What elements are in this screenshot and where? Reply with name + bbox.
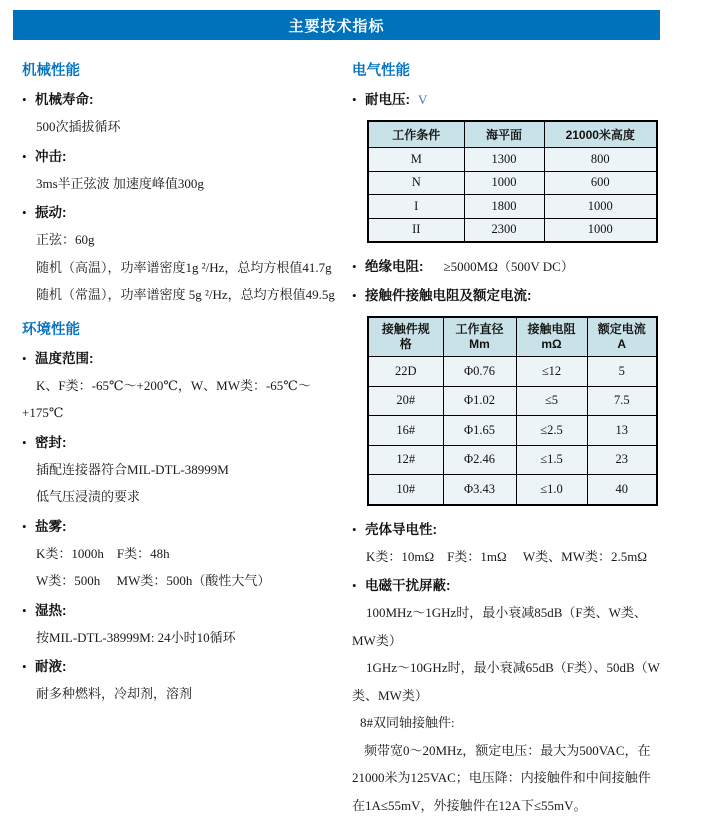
col-header: 工作条件 [368, 121, 464, 148]
insulation-value: ≥5000MΩ（500V DC） [444, 253, 574, 280]
table-row [368, 445, 657, 475]
item-text: 按MIL-DTL-38999M: 24小时10循环 [22, 624, 342, 652]
cell: ≤1.0 [516, 475, 587, 505]
cell: 1000 [544, 195, 657, 219]
bullet-dot: • [22, 345, 35, 372]
cell: ≤12 [516, 357, 587, 387]
cell: ≤2.5 [516, 416, 587, 446]
item-text: 500次插拔循环 [22, 113, 342, 141]
cell: 1000 [464, 171, 544, 195]
bullet-dot: • [352, 516, 365, 543]
cell: 5 [587, 357, 657, 387]
table-header-row [368, 317, 657, 357]
bullet-item-withstand-voltage [352, 86, 660, 113]
col-header-line: 接触电阻 [519, 322, 585, 337]
cell: Φ1.02 [443, 386, 516, 416]
table-row [368, 416, 657, 446]
table-row [368, 475, 657, 505]
table-row [368, 386, 657, 416]
col-header-line: Mm [446, 337, 514, 352]
item-label: 电磁干扰屏蔽: [365, 572, 451, 599]
cell: ≤5 [516, 386, 587, 416]
title-bar [13, 10, 660, 40]
cell: 1300 [464, 148, 544, 172]
bullet-dot: • [22, 513, 35, 540]
cell: 800 [544, 148, 657, 172]
item-label: 湿热: [35, 597, 67, 624]
cell: N [368, 171, 464, 195]
item-text: W类：500h MW类：500h（酸性大气） [22, 567, 342, 595]
bullet-item-sealing [22, 429, 342, 456]
cell: 23 [587, 445, 657, 475]
col-header: 海平面 [464, 121, 544, 148]
bullet-dot: • [352, 86, 365, 113]
bullet-dot: • [22, 597, 35, 624]
item-label: 壳体导电性: [365, 516, 437, 543]
bullet-item-temp-range [22, 345, 342, 372]
page-title: 主要技术指标 [288, 15, 384, 36]
col-header-line: 接触件规 [371, 322, 441, 337]
bullet-dot: • [22, 143, 35, 170]
coax-label: 8#双同轴接触件: [352, 709, 660, 737]
item-text: 100MHz～1GHz时，最小衰减85dB（F类、W类、MW类） [352, 599, 660, 654]
section-heading-environmental: 环境性能 [22, 319, 342, 341]
item-text: 低气压浸渍的要求 [22, 483, 342, 511]
item-label: 耐液: [35, 653, 67, 680]
bullet-dot: • [22, 199, 35, 226]
left-column [22, 58, 342, 708]
bullet-dot: • [22, 86, 35, 113]
item-label: 振动: [35, 199, 67, 226]
table-row [368, 195, 657, 219]
item-label: 冲击: [35, 143, 67, 170]
bullet-dot: • [22, 653, 35, 680]
item-text: 正弦：60g [22, 226, 342, 254]
col-header [516, 317, 587, 357]
bullet-dot: • [352, 282, 365, 309]
col-header: 21000米高度 [544, 121, 657, 148]
cell: 13 [587, 416, 657, 446]
withstand-voltage-table [367, 120, 658, 243]
cell: 20# [368, 386, 443, 416]
cell: 10# [368, 475, 443, 505]
bullet-item-fluid-resistance [22, 653, 342, 680]
bullet-item-vibration [22, 199, 342, 226]
col-header-line: A [590, 337, 655, 352]
cell: II [368, 218, 464, 242]
col-header [368, 317, 443, 357]
bullet-dot: • [22, 429, 35, 456]
cell: Φ0.76 [443, 357, 516, 387]
cell: M [368, 148, 464, 172]
section-heading-mechanical: 机械性能 [22, 60, 342, 82]
cell: 2300 [464, 218, 544, 242]
table-header-row [368, 121, 657, 148]
cell: 40 [587, 475, 657, 505]
coax-paragraph: 频带宽0～20MHz，额定电压：最大为500VAC，在21000米为125VAC；电压降：内接触件和中间接触件在1A≤55mV，外接触件在12A下≤55mV。 [352, 737, 660, 819]
cell: 12# [368, 445, 443, 475]
col-header-line: 格 [371, 337, 441, 352]
cell: I [368, 195, 464, 219]
section-heading-electrical: 电气性能 [352, 60, 660, 82]
col-header [443, 317, 516, 357]
item-text: 插配连接器符合MIL-DTL-38999M [22, 456, 342, 484]
col-header-line: 额定电流 [590, 322, 655, 337]
item-label: 密封: [35, 429, 67, 456]
bullet-item-mech-life [22, 86, 342, 113]
item-text: K类：1000h F类：48h [22, 540, 342, 568]
item-label: 耐电压: [365, 86, 410, 113]
item-text: K类：10mΩ F类：1mΩ W类、MW类：2.5mΩ [352, 543, 660, 571]
voltage-unit: V [418, 86, 427, 113]
table-row [368, 357, 657, 387]
item-label: 盐雾: [35, 513, 67, 540]
bullet-item-emi-shielding [352, 572, 660, 599]
table-row [368, 148, 657, 172]
item-label: 温度范围: [35, 345, 94, 372]
table-row [368, 171, 657, 195]
bullet-item-insulation-resistance [352, 253, 660, 280]
cell: 1800 [464, 195, 544, 219]
item-label: 机械寿命: [35, 86, 94, 113]
contact-resistance-table [367, 316, 658, 506]
bullet-dot: • [352, 572, 365, 599]
cell: 22D [368, 357, 443, 387]
col-header-line: mΩ [519, 337, 585, 352]
cell: ≤1.5 [516, 445, 587, 475]
cell: 1000 [544, 218, 657, 242]
item-text: 3ms半正弦波 加速度峰值300g [22, 170, 342, 198]
col-header-line: 工作直径 [446, 322, 514, 337]
table-row [368, 218, 657, 242]
cell: 7.5 [587, 386, 657, 416]
item-label: 接触件接触电阻及额定电流: [365, 282, 532, 309]
bullet-item-salt-spray [22, 513, 342, 540]
item-text: 1GHz～10GHz时，最小衰减65dB（F类）、50dB（W类、MW类） [352, 654, 660, 709]
item-text: 耐多种燃料，冷却剂，溶剂 [22, 680, 342, 708]
bullet-item-shock [22, 143, 342, 170]
cell: Φ3.43 [443, 475, 516, 505]
right-column [352, 58, 660, 819]
cell: 16# [368, 416, 443, 446]
cell: 600 [544, 171, 657, 195]
bullet-item-shell-conductivity [352, 516, 660, 543]
cell: Φ1.65 [443, 416, 516, 446]
col-header [587, 317, 657, 357]
bullet-item-contact-resistance [352, 282, 660, 309]
item-text: 随机（常温），功率谱密度 5g ²/Hz，总均方根值49.5g [22, 281, 342, 309]
item-label: 绝缘电阻: [365, 253, 424, 280]
bullet-dot: • [352, 253, 365, 280]
item-text: K、F类：-65℃～+200℃，W、MW类：-65℃～+175℃ [22, 372, 342, 427]
cell: Φ2.46 [443, 445, 516, 475]
item-text: 随机（高温），功率谱密度1g ²/Hz，总均方根值41.7g [22, 254, 342, 282]
bullet-item-damp-heat [22, 597, 342, 624]
